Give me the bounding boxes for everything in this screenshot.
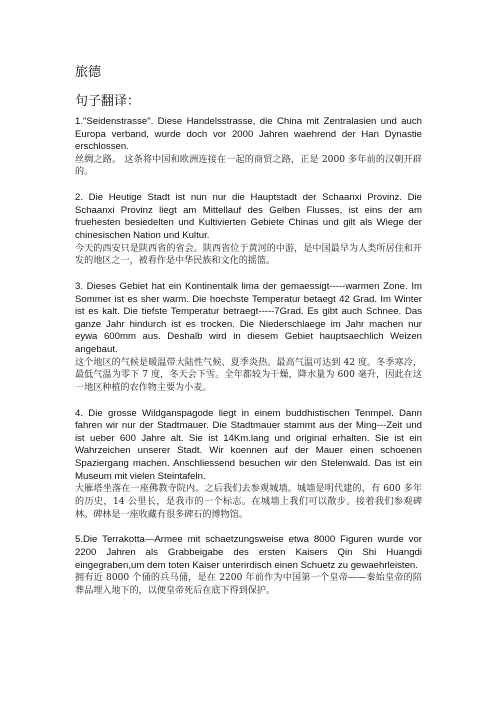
german-paragraph: 3. Dieses Gebiet hat ein Kontinentalk lima der gemaessigt-----warmen Zone. Im Sommer ist es sher warm. Die hoechste Temperatur betaegt 42 Grad. Im Winter ist es kalt. Die tiefste Temperatur betraegt-----7Grad. Es gibt auch Schnee. Das ganze Jahr hindurch ist es trocken. Die Niederschlaege im Jahr machen nur eywa 600mm aus. Deshalb wird in diesem Gebiet hauptsaechlich Weizen angebaut. [75, 280, 422, 355]
translation-item-3 [75, 281, 422, 395]
document-title: 旅德 [75, 65, 102, 80]
german-paragraph: 4. Die grosse Wildganspagode liegt in einem buddhistischen Tenmpel. Dann fahren wir nur der Stadtmauer. Die Stadtmauer stammt aus der Ming---Zeit und ist ueber 600 Jahre alt. Sie ist 14Km.lang und original erhalten. Sie ist ein Wahrzeichen unserer Stadt. Wir koennen auf der Mauer einen schoenen Spaziergang machen. Anschliessend besuchen wir den Stelenwald. Das ist ein Museum mit vielen Steintafeln. [75, 407, 422, 482]
chinese-translation: 今天的西安只是陕西省的省会。陕西省位于黄河的中游，是中国最早为人类所居住和开发的地区之一，被看作是中华民族和文化的摇篮。 [75, 243, 422, 267]
document-page [75, 60, 422, 611]
german-paragraph: 2. Die Heutige Stadt ist nun nur die Hauptstadt der Schaanxi Provinz. Die Schaanxi Provinz liegt am Mittellauf des Gelben Flusses, ist eins der am fruehesten besiedelten und Kultivierten Gebiete Chinas und gilt als Wiege der chinesischen Nation und Kultur. [75, 192, 422, 241]
chinese-translation: 这个地区的气候是暖温带大陆性气候、夏季炎热。最高气温可达到 42 度。冬季寒冷，最低气温为零下 7 度，冬天会下雪。全年都较为干燥，降水量为 600 毫升，因此在这一地区种植的农作物主要为小麦。 [75, 357, 422, 393]
translation-item-5 [75, 534, 422, 597]
chinese-translation: 拥有近 8000 个俑的兵马俑，是在 2200 年前作为中国第一个皇帝——秦始皇帝的陪葬品埋入地下的，以便皇帝死后在底下得到保护。 [75, 573, 422, 596]
translation-item-4 [75, 408, 422, 522]
chinese-translation: 大雁塔坐落在一座佛教寺院内。之后我们去参观城墙。城墙是明代建的，有 600 多年的历史，14 公里长，是我市的一个标志。在城墙上我们可以散步。接着我们参观碑林。碑林是一座收藏有很多碑石的博物馆。 [75, 484, 422, 520]
german-paragraph: 1."Seidenstrasse". Diese Handelsstrasse, die China mit Zentralasien und auch Europa verband, wurde doch vor 2000 Jahren waehrend der Han Dynastie erschlossen. [75, 116, 422, 153]
section-heading: 句子翻译： [75, 94, 141, 109]
chinese-translation: 丝绸之路。 这条将中国和欧洲连接在一起的商贸之路，正是 2000 多年前的汉朝开辟的。 [75, 154, 422, 178]
translation-item-2 [75, 192, 422, 268]
translation-item-1 [75, 116, 422, 179]
german-paragraph: 5.Die Terrakotta—Armee mit schaetzungsweise etwa 8000 Figuren wurde vor 2200 Jahren als Grabbeigabe des ersten Kaisers Qin Shi Huangdi eingegraben,um dem toten Kaiser unterirdisch einen Schuetz zu gewaehrleisten. [75, 534, 422, 571]
